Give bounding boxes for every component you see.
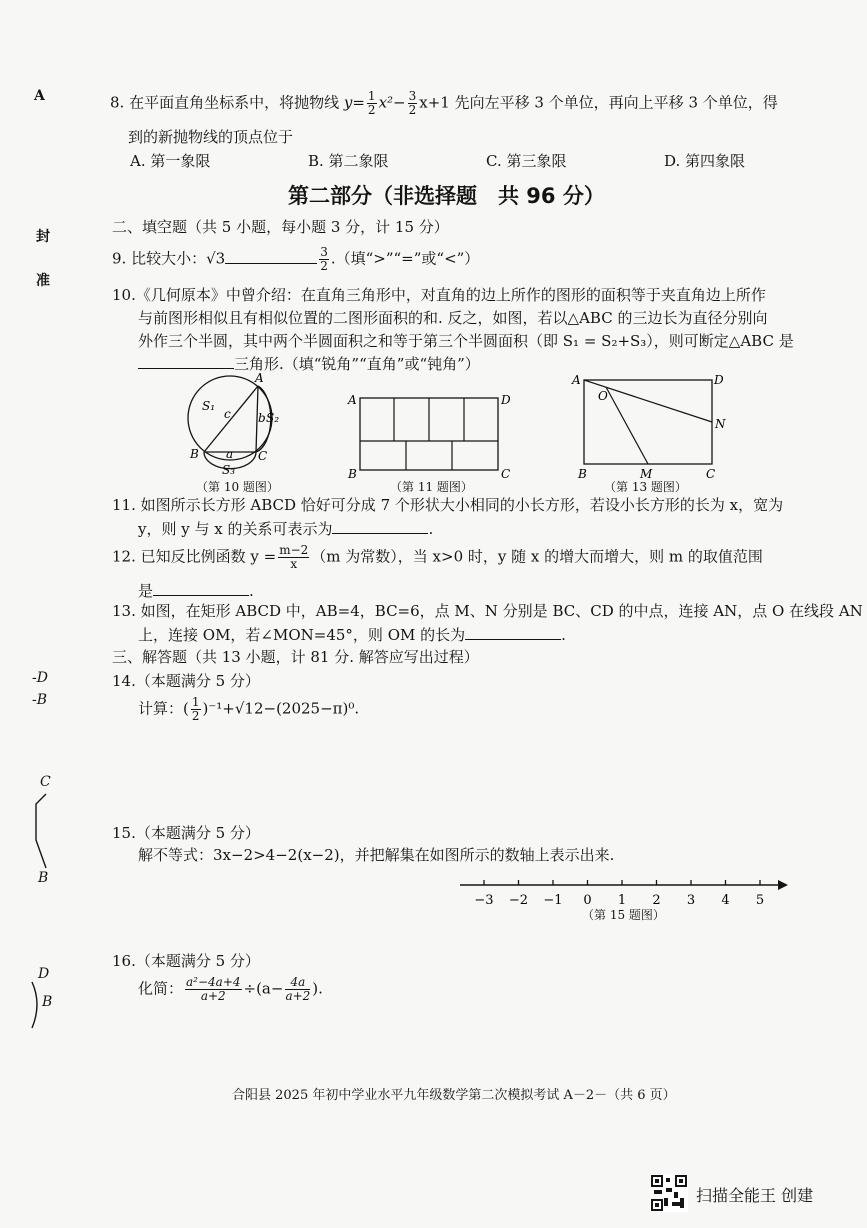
question-16-expression: 化简： $\frac{\text{a²−4a+4}}{a+2}$ ÷(a− $\frac{4a}{a+2}$ ). bbox=[138, 975, 323, 1003]
margin-mark-d3: D bbox=[38, 966, 50, 982]
answer-blank-12[interactable] bbox=[153, 581, 249, 596]
section-3-heading: 三、解答题（共 13 小题，计 81 分. 解答应写出过程） bbox=[112, 648, 479, 666]
figure-11-caption: （第 11 题图） bbox=[390, 480, 473, 494]
fig11-label-d: D bbox=[501, 393, 511, 407]
answer-blank-13[interactable] bbox=[465, 625, 561, 640]
question-10-line2: 与前图形相似且有相似位置的二图形面积的和. 反之，如图，若以△ABC 的三边长为直径分别向 bbox=[138, 309, 768, 327]
margin-mark-d1: -D bbox=[32, 670, 48, 686]
fig10-label-a-side: a bbox=[226, 447, 234, 461]
fig10-label-a: A bbox=[255, 371, 264, 385]
figure-13-caption: （第 13 题图） bbox=[604, 480, 687, 494]
margin-mark-b3: B bbox=[42, 994, 53, 1010]
question-14-expression: 计算：( $\frac{1}{2}$ )⁻¹+√12−(2025−π)⁰. bbox=[138, 695, 360, 723]
fig13-label-c: C bbox=[706, 467, 716, 480]
margin-mark-a: A bbox=[34, 88, 45, 104]
question-13-line1: 13. 如图，在矩形 ABCD 中，AB=4，BC=6，点 M、N 分别是 BC、CD 的中点，连接 AN，点 O 在线段 AN bbox=[112, 602, 863, 620]
number-line-tick-label: 3 bbox=[686, 893, 696, 908]
fig10-label-c-side: c bbox=[224, 407, 231, 421]
question-10-line3: 外作三个半圆，其中两个半圆面积之和等于第三个半圆面积（即 S₁ = S₂+S₃），则可断定△ABC 是 bbox=[138, 332, 794, 350]
fig10-label-b: B bbox=[190, 447, 199, 461]
figure-13 bbox=[566, 370, 736, 480]
figure-10 bbox=[180, 370, 300, 482]
number-line-tick-label: 1 bbox=[617, 893, 627, 908]
fig13-label-n: N bbox=[715, 417, 726, 431]
number-line-tick-label: 0 bbox=[583, 893, 592, 908]
fig11-label-b: B bbox=[348, 467, 357, 481]
answer-blank-9[interactable] bbox=[225, 249, 317, 264]
number-line-tick-label: −1 bbox=[543, 893, 563, 908]
question-16-heading: 16.（本题满分 5 分） bbox=[112, 952, 260, 970]
number-line-tick-label: 4 bbox=[721, 893, 730, 908]
fig10-label-b-side: b bbox=[258, 411, 266, 425]
number-line-tick-label: −3 bbox=[474, 893, 494, 908]
answer-blank-10[interactable] bbox=[138, 354, 234, 369]
question-8-line2: 到的新抛物线的顶点位于 bbox=[128, 128, 294, 146]
fig13-label-m: M bbox=[640, 467, 653, 480]
margin-mark-b1: -B bbox=[32, 692, 48, 708]
question-8-option-c: C. 第三象限 bbox=[486, 152, 567, 170]
question-12-line1: 12. 已知反比例函数 y = $\frac{m-2}{x}$ （m 为常数），当 x>0 时，y 随 x 的增大而增大，则 m 的取值范围 bbox=[112, 543, 763, 571]
figure-11 bbox=[344, 386, 516, 482]
question-10-line4: 三角形.（填“锐角”“直角”或“钝角”） bbox=[138, 353, 480, 374]
question-15-heading: 15.（本题满分 5 分） bbox=[112, 824, 260, 842]
fig10-label-s1: S₁ bbox=[202, 399, 216, 413]
question-9: 9. 比较大小：√3 $\frac{3}{2}$ .（填“>”“=”或“<”） bbox=[112, 245, 480, 273]
qr-code-icon bbox=[650, 1174, 688, 1212]
fig11-label-a: A bbox=[348, 393, 357, 407]
question-8-option-d: D. 第四象限 bbox=[664, 152, 746, 170]
scanner-watermark: 扫描全能王 创建 bbox=[696, 1186, 814, 1205]
fig13-label-a: A bbox=[572, 373, 581, 387]
answer-blank-11[interactable] bbox=[332, 519, 428, 534]
margin-mark-b2: B bbox=[38, 870, 49, 886]
fig10-label-c: C bbox=[258, 449, 268, 463]
number-line-tick-label: 5 bbox=[755, 893, 765, 908]
margin-figure-2 bbox=[28, 980, 44, 1030]
section-2-heading: 二、填空题（共 5 小题，每小题 3 分，计 15 分） bbox=[112, 218, 449, 236]
fig10-label-s2: S₂ bbox=[266, 411, 280, 425]
figure-10-caption: （第 10 题图） bbox=[196, 480, 279, 494]
question-14-heading: 14.（本题满分 5 分） bbox=[112, 672, 260, 690]
question-12-line2: 是 . bbox=[138, 582, 254, 600]
fig10-label-s3: S₃ bbox=[222, 463, 236, 477]
question-8-line1: 8. 在平面直角坐标系中，将抛物线 y= $\frac{1}{2}$ x²− $\frac{3}{2}$ x+1 先向左平移 3 个单位，再向上平移 3 个单位，得 bbox=[110, 89, 778, 117]
part-2-title: 第二部分（非选择题 共 96 分） bbox=[288, 184, 605, 208]
fig11-label-c: C bbox=[501, 467, 511, 481]
figure-15-caption: （第 15 题图） bbox=[582, 908, 665, 922]
margin-mark-zhun: 准 bbox=[36, 273, 50, 289]
question-8-option-b: B. 第二象限 bbox=[308, 152, 389, 170]
fig13-label-o: O bbox=[598, 389, 608, 403]
margin-mark-feng: 封 bbox=[36, 229, 50, 245]
question-11-line1: 11. 如图所示长方形 ABCD 恰好可分成 7 个形状大小相同的小长方形，若设小长方形的长为 x，宽为 bbox=[112, 496, 784, 514]
fig13-label-b: B bbox=[578, 467, 587, 480]
number-line bbox=[456, 874, 792, 910]
page-footer: 合阳县 2025 年初中学业水平九年级数学第二次模拟考试 A－2－（共 6 页） bbox=[232, 1088, 676, 1103]
fig13-label-d: D bbox=[714, 373, 724, 387]
margin-figure-1 bbox=[28, 790, 52, 876]
question-13-line2: 上，连接 OM，若∠MON=45°，则 OM 的长为 . bbox=[138, 626, 566, 644]
question-10-line1: 10.《几何原本》中曾介绍：在直角三角形中，对直角的边上所作的图形的面积等于夹直角边上所作 bbox=[112, 286, 766, 304]
question-11-line2: y，则 y 与 x 的关系可表示为 . bbox=[138, 520, 434, 538]
question-8-option-a: A. 第一象限 bbox=[130, 152, 211, 170]
margin-mark-c2: C bbox=[40, 774, 51, 790]
number-line-tick-label: 2 bbox=[652, 893, 661, 908]
question-15-body: 解不等式：3x−2>4−2(x−2)，并把解集在如图所示的数轴上表示出来. bbox=[138, 846, 615, 864]
number-line-tick-label: −2 bbox=[508, 893, 529, 908]
